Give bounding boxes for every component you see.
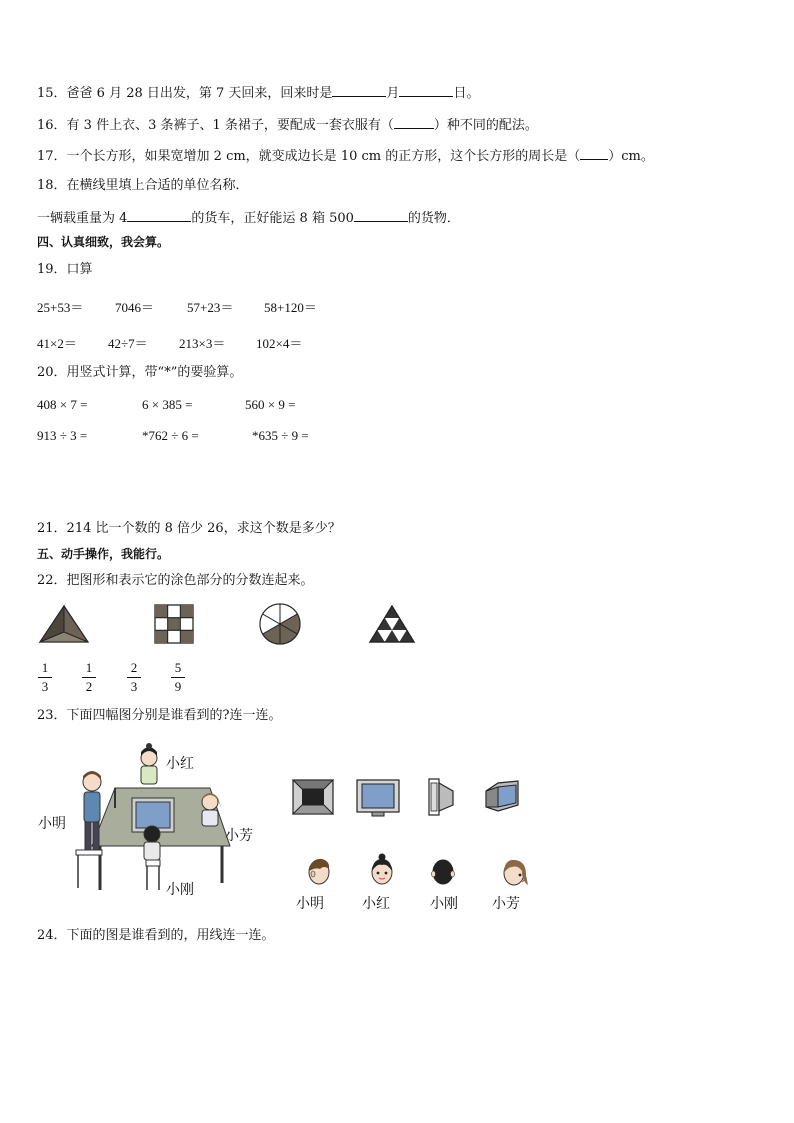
q19-item: 57+23＝ [187,300,234,315]
q19-item: 41×2＝ [37,336,77,351]
q20-item: *762 ÷ 6 = [142,428,199,443]
person-label-xiaoming: 小明 [296,896,324,912]
scene-label-xiaogang: 小刚 [166,882,194,898]
scene-label-xiaofang: 小芳 [225,828,253,844]
xiaogang-head-icon[interactable] [430,855,456,887]
monitor-side-view[interactable] [427,777,457,817]
xiaoming-head-icon[interactable] [306,855,332,887]
fraction-numerator: 5 [174,660,182,675]
scene-label-xiaohong: 小红 [166,756,194,772]
question-22: 22．把图形和表示它的涂色部分的分数连起来。 [37,573,314,588]
q16-suffix: ）种不同的配法。 [433,118,538,133]
fraction-2-3[interactable] [127,660,141,695]
section-5-heading: 五、动手操作，我能行。 [37,547,170,561]
section-4-heading: 四、认真细致，我会算。 [37,235,170,249]
q19-item: 213×3＝ [179,336,226,351]
fraction-bar [127,677,141,678]
q18-mid: 的货车，正好能运 8 箱 500 [191,211,354,226]
question-19: 19．口算 [37,262,93,277]
person-label-xiaogang: 小刚 [430,896,458,912]
monitor-back-view[interactable] [292,779,334,815]
q20-item: 408 × 7 = [37,397,88,412]
q15-day-blank[interactable] [399,84,453,97]
question-20: 20．用竖式计算，带“*”的要验算。 [37,365,243,380]
q15-mid: 月 [386,86,400,101]
fraction-1-2[interactable] [82,660,96,695]
xiaohong-head-icon[interactable] [369,853,395,887]
shaded-triangle-grid-figure [368,604,416,644]
question-15 [37,84,479,102]
q20-item: *635 ÷ 9 = [252,428,309,443]
question-21: 21．214 比一个数的 8 倍少 26，求这个数是多少？ [37,521,341,536]
xiaofang-head-icon[interactable] [500,855,530,889]
question-17 [37,147,654,165]
fraction-numerator: 1 [41,660,49,675]
q17-suffix: ）cm。 [608,149,654,164]
question-18-sentence [37,209,460,227]
shaded-circle-figure [258,602,302,646]
q15-prefix: 15．爸爸 6 月 28 日出发，第 7 天回来，回来时是 [37,86,333,101]
q18-suffix: 的货物． [407,211,460,226]
monitor-front-view[interactable] [356,779,400,817]
question-24: 24．下面的图是谁看到的，用线连一连。 [37,928,275,943]
q15-month-blank[interactable] [332,84,386,97]
q19-item: 7046＝ [115,300,155,315]
q19-item: 42÷7＝ [108,336,148,351]
q19-item: 25+53＝ [37,300,84,315]
q16-prefix: 16．有 3 件上衣、3 条裤子、1 条裙子，要配成一套衣服有（ [37,118,394,133]
fraction-denominator: 9 [174,679,182,694]
fraction-bar [38,677,52,678]
q20-item: 6 × 385 = [142,397,193,412]
question-16 [37,116,538,134]
q18-prefix: 一辆载重量为 4 [37,211,128,226]
fraction-numerator: 2 [130,660,138,675]
question-23: 23．下面四幅图分别是谁看到的?连一连。 [37,708,282,723]
fraction-bar [82,677,96,678]
person-label-xiaofang: 小芳 [492,896,520,912]
fraction-5-9[interactable] [171,660,185,695]
shaded-triangle-figure [38,604,90,644]
q20-item: 913 ÷ 3 = [37,428,88,443]
fraction-bar [171,677,185,678]
q18-blank-1[interactable] [127,209,191,222]
q19-item: 58+120＝ [264,300,317,315]
fraction-denominator: 3 [41,679,49,694]
person-label-xiaohong: 小红 [362,896,390,912]
q20-item: 560 × 9 = [245,397,296,412]
q18-blank-2[interactable] [354,209,408,222]
question-18: 18．在横线里填上合适的单位名称． [37,178,249,193]
q19-item: 102×4＝ [256,336,303,351]
fraction-1-3[interactable] [38,660,52,695]
classroom-scene-illustration [70,738,245,898]
q17-prefix: 17．一个长方形，如果宽增加 2 cm，就变成边长是 10 cm 的正方形，这个长方形的周长是（ [37,149,581,164]
q16-blank[interactable] [394,116,434,129]
fraction-numerator: 1 [85,660,93,675]
q15-suffix: 日。 [453,86,480,101]
monitor-angled-view[interactable] [484,777,520,817]
fraction-denominator: 3 [130,679,138,694]
q17-blank[interactable] [580,147,608,160]
scene-label-xiaoming: 小明 [38,816,66,832]
fraction-denominator: 2 [85,679,93,694]
shaded-grid-figure [155,605,193,643]
